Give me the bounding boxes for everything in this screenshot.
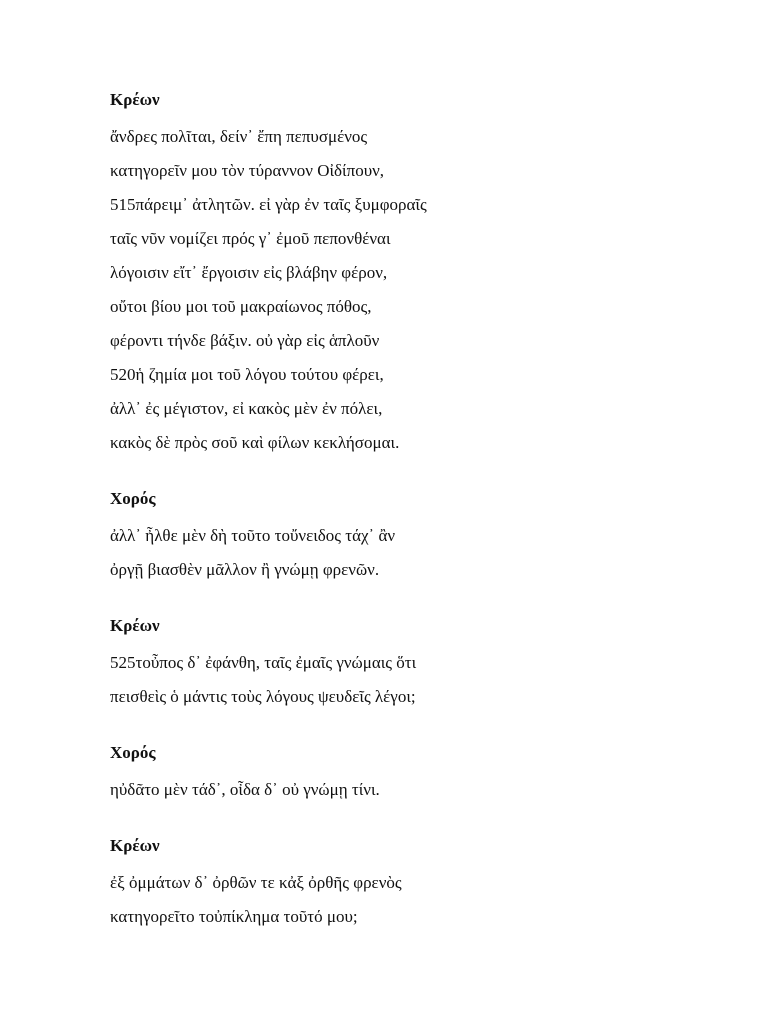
verse-line: οὔτοι βίου μοι τοῦ μακραίωνος πόθος, <box>110 297 372 316</box>
verse-line: λόγοισιν εἴτ᾽ ἔργοισιν εἰς βλάβην φέρον, <box>110 263 388 282</box>
speaker-name: Χορός <box>110 743 156 762</box>
verse-line: ἀλλ᾽ ἦλθε μὲν δὴ τοῦτο τοὔνειδος τάχ᾽ ἂν <box>110 526 396 545</box>
speaker-name: Κρέων <box>110 90 160 109</box>
dialogue-block-chorus-2 <box>110 740 708 807</box>
verse-line: κακὸς δὲ πρὸς σοῦ καὶ φίλων κεκλήσομαι. <box>110 433 400 452</box>
speaker-name: Χορός <box>110 489 156 508</box>
verse-line: 525τοὖπος δ᾽ ἐφάνθη, ταῖς ἐμαῖς γνώμαις ὅτι <box>110 653 417 672</box>
verse-line: 515πάρειμ᾽ ἀτλητῶν. εἰ γὰρ ἐν ταῖς ξυμφοραῖς <box>110 195 427 214</box>
speaker-name: Κρέων <box>110 836 160 855</box>
dialogue-block-creon-3 <box>110 833 708 934</box>
verse-line: ὀργῇ βιασθὲν μᾶλλον ἢ γνώμῃ φρενῶν. <box>110 560 380 579</box>
verse-line: φέροντι τήνδε βάξιν. οὐ γὰρ εἰς ἁπλοῦν <box>110 331 380 350</box>
verse-line: ηὐδᾶτο μὲν τάδ᾽, οἶδα δ᾽ οὐ γνώμῃ τίνι. <box>110 780 380 799</box>
speaker-name: Κρέων <box>110 616 160 635</box>
verse-line: ἐξ ὀμμάτων δ᾽ ὀρθῶν τε κἀξ ὀρθῆς φρενὸς <box>110 873 402 892</box>
dialogue-block-chorus-1 <box>110 486 708 587</box>
verse-line: πεισθεὶς ὁ μάντις τοὺς λόγους ψευδεῖς λέγοι; <box>110 687 416 706</box>
verse-line: ἄνδρες πολῖται, δείν᾽ ἔπη πεπυσμένος <box>110 127 368 146</box>
verse-line: 520ἡ ζημία μοι τοῦ λόγου τούτου φέρει, <box>110 365 384 384</box>
verse-line: ταῖς νῦν νομίζει πρός γ᾽ ἐμοῦ πεπονθέναι <box>110 229 391 248</box>
verse-line: κατηγορεῖν μου τὸν τύραννον Οἰδίπουν, <box>110 161 385 180</box>
verse-line: ἀλλ᾽ ἐς μέγιστον, εἰ κακὸς μὲν ἐν πόλει, <box>110 399 383 418</box>
dialogue-block-creon-2 <box>110 613 708 714</box>
dialogue-block-creon-1 <box>110 87 708 460</box>
verse-line: κατηγορεῖτο τοὐπίκλημα τοῦτό μου; <box>110 907 358 926</box>
